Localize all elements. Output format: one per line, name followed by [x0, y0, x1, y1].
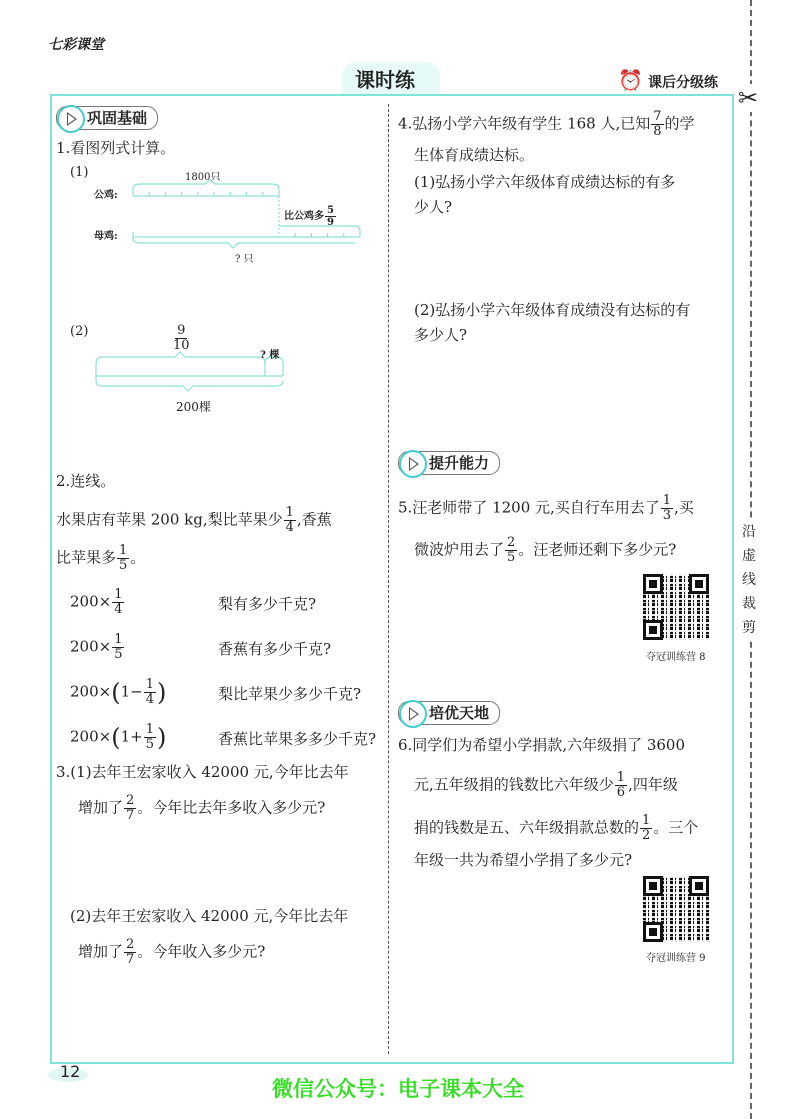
qr-code[interactable]: [643, 876, 709, 942]
qr-caption: 夺冠训练营 9: [646, 953, 706, 964]
question-3-text: 3.(1)去年王宏家收入 42000 元,今年比去年: [56, 763, 349, 781]
question-5-text: 5.汪老师带了 1200 元,买自行车用去了 $\frac{1}{3}$ ,买: [398, 493, 694, 523]
brand-logo: 七彩课堂: [48, 37, 104, 53]
match-answer[interactable]: 梨比苹果少多少千克?: [218, 685, 362, 703]
qr-caption: 夺冠训练营 8: [646, 652, 706, 663]
play-icon: [399, 700, 427, 728]
question-6-text: 年级一共为希望小学捐了多少元?: [414, 851, 633, 869]
diagram-label: 200棵: [176, 400, 211, 414]
page-number: 12: [60, 1062, 81, 1081]
part-label: (2): [70, 324, 89, 339]
scissors-icon: ✂: [738, 84, 759, 112]
question-6-text: 6.同学们为希望小学捐款,六年级捐了 3600: [398, 736, 686, 754]
watermark: 微信公众号：电子课本大全: [272, 1077, 524, 1101]
page-subtitle: 课后分级练: [648, 75, 718, 91]
question-3-text: 增加了 $\frac{2}{7}$ 。今年比去年多收入多少元?: [78, 793, 326, 823]
question-4-text: (1)弘扬小学六年级体育成绩达标的有多: [414, 173, 676, 191]
section-badge-advanced: 培优天地: [398, 701, 500, 725]
match-expression[interactable]: 200× $\frac{1}{5}$: [70, 632, 123, 662]
question-6-text: 捐的钱数是五、六年级捐款总数的 $\frac{1}{2}$ 。三个: [414, 813, 699, 843]
question-2-title: 2.连线。: [56, 472, 116, 490]
question-4-text: 生体育成绩达标。: [414, 146, 535, 164]
question-3-text: 增加了 $\frac{2}{7}$ 。今年收入多少元?: [78, 937, 266, 967]
question-2-text: 比苹果多 $\frac{1}{5}$ 。: [56, 543, 146, 573]
match-expression[interactable]: 200×(1− $\frac{1}{4}$ ): [70, 677, 167, 707]
match-expression[interactable]: 200×(1+ $\frac{1}{5}$ ): [70, 722, 167, 752]
question-5-text: 微波炉用去了 $\frac{2}{5}$ 。汪老师还剩下多少元?: [414, 535, 677, 565]
part-label: (1): [70, 165, 89, 180]
question-4-text: 4.弘扬小学六年级有学生 168 人,已知 $\frac{7}{8}$ 的学: [398, 109, 695, 139]
question-4-text: 多少人?: [414, 326, 468, 344]
match-answer[interactable]: 香蕉比苹果多多少千克?: [218, 730, 377, 748]
diagram-label: 公鸡:: [94, 190, 118, 201]
diagram-label: 母鸡:: [94, 231, 118, 242]
page-title: 课时练: [355, 68, 415, 92]
match-answer[interactable]: 梨有多少千克?: [218, 595, 317, 613]
match-expression[interactable]: 200× $\frac{1}{4}$: [70, 587, 123, 617]
play-icon: [399, 450, 427, 478]
diagram-label: ? 棵: [260, 350, 280, 361]
fraction-label: $\frac{9}{10}$: [173, 323, 190, 353]
question-3-text: (2)去年王宏家收入 42000 元,今年比去年: [70, 907, 349, 925]
cut-instruction: 沿虚线裁剪: [742, 520, 758, 640]
diagram-label: 1800只: [185, 172, 221, 183]
question-1-title: 1.看图列式计算。: [56, 139, 176, 157]
diagram-label: ? 只: [235, 254, 254, 265]
alarm-clock-icon: ⏰: [618, 68, 643, 92]
question-2-text: 水果店有苹果 200 kg,梨比苹果少 $\frac{1}{4}$ ,香蕉: [56, 505, 332, 535]
question-6-text: 元,五年级捐的钱数比六年级少 $\frac{1}{6}$ ,四年级: [414, 770, 678, 800]
section-badge-improve: 提升能力: [398, 451, 500, 475]
diagram-label: 比公鸡多 $\frac{5}{9}$: [284, 205, 334, 228]
qr-code[interactable]: [643, 574, 709, 640]
section-badge-basics: 巩固基础: [56, 106, 158, 130]
question-4-text: (2)弘扬小学六年级体育成绩没有达标的有: [414, 301, 691, 319]
question-4-text: 少人?: [414, 198, 453, 216]
match-answer[interactable]: 香蕉有多少千克?: [218, 640, 332, 658]
line-segment-diagram: [0, 0, 400, 420]
